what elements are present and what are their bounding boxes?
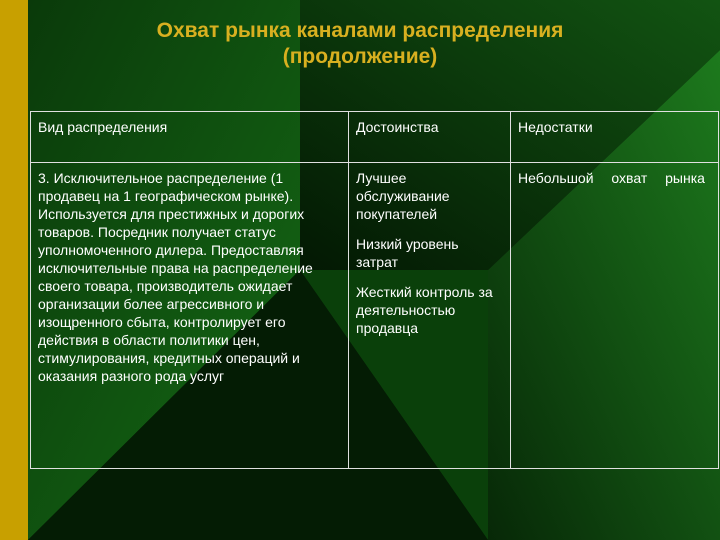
disadvantages-cell	[511, 163, 719, 469]
gold-side-bar	[0, 0, 28, 540]
type-description: (1 продавец на 1 географическом рынке). Используется для престижных и дорогих товаров. Посредник получает статус уполномоченного дилера. Предоставляя исключительные права на распределение своего товара, производитель ожидает организации более агрессивного и изощренного сбыта, контролирует его действия в области политики цен, стимулирования, кредитных операций и оказания разного рода услуг	[38, 170, 313, 384]
distribution-table	[30, 111, 719, 469]
advantage-item: Жесткий контроль за деятельностью продавца	[356, 284, 493, 336]
table-header-row	[31, 112, 719, 163]
type-name: Исключительное распределение	[53, 170, 267, 186]
distribution-type-cell	[31, 163, 349, 469]
slide-title	[28, 18, 692, 70]
header-distribution-type: Вид распределения	[31, 112, 349, 163]
advantages-cell	[349, 163, 511, 469]
table-row	[31, 163, 719, 469]
advantage-item: Лучшее обслуживание покупателей	[356, 170, 450, 222]
title-line-2: (продолжение)	[282, 45, 438, 68]
header-disadvantages: Недостатки	[511, 112, 719, 163]
title-line-1: Охват рынка каналами распределения	[156, 19, 564, 42]
disadvantage-item: Небольшой охват рынка	[518, 170, 705, 186]
advantage-item: Низкий уровень затрат	[356, 236, 459, 270]
header-advantages: Достоинства	[349, 112, 511, 163]
type-number: 3.	[38, 170, 54, 186]
